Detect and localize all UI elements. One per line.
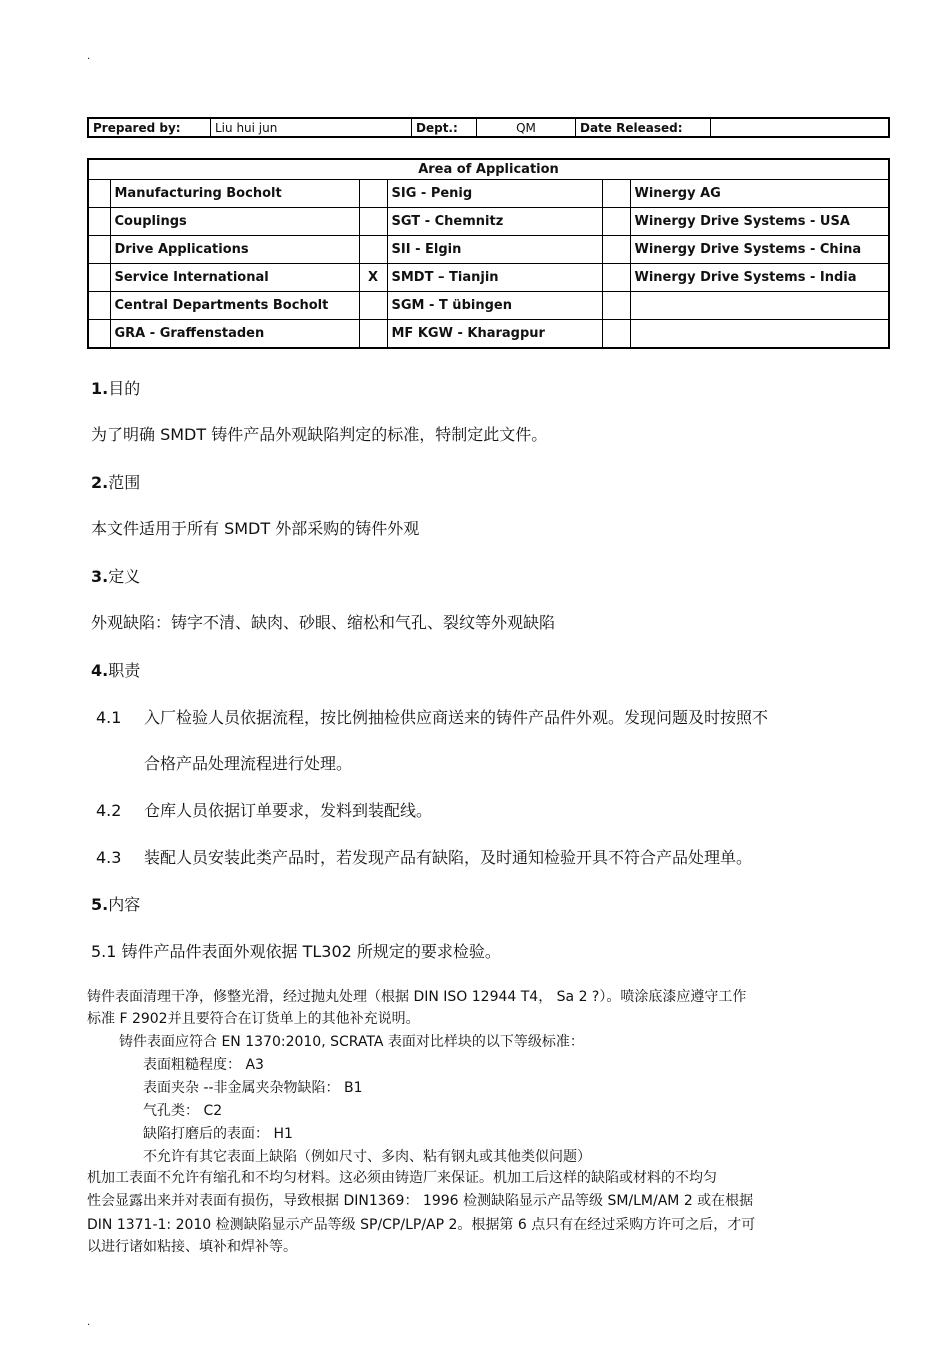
area-name: Couplings — [110, 208, 359, 236]
area-checkbox-cell — [88, 264, 110, 292]
area-checkbox-cell — [359, 320, 387, 349]
item-4-1-text-line2: 合格产品处理流程进行处理。 — [144, 754, 353, 773]
area-checkbox-cell — [359, 180, 387, 208]
section-3-title: 定义 — [108, 567, 141, 586]
area-checkbox-cell — [88, 208, 110, 236]
section-5-title: 内容 — [108, 895, 141, 914]
area-row — [88, 292, 889, 320]
item-4-1-text-line1: 入厂检验人员依据流程，按比例抽检供应商送来的铸件产品件外观。发现问题及时按照不 — [144, 708, 769, 727]
area-name: SIG - Penig — [387, 180, 602, 208]
paragraph-line: 标准 F 2902并且要符合在订货单上的其他补充说明。 — [87, 1011, 420, 1027]
area-checkbox-cell — [602, 292, 630, 320]
section-1-title: 目的 — [108, 379, 141, 398]
area-checkbox-cell — [602, 208, 630, 236]
area-checkbox-cell — [88, 236, 110, 264]
prepared-by-value: Liu hui jun — [211, 118, 412, 137]
area-name: Winergy Drive Systems - China — [630, 236, 889, 264]
area-row — [88, 236, 889, 264]
area-checkbox-cell — [88, 180, 110, 208]
prepared-by-label: Prepared by: — [88, 118, 211, 137]
section-2-body: 本文件适用于所有 SMDT 外部采购的铸件外观 — [91, 519, 420, 538]
section-4-heading — [91, 661, 140, 681]
area-checkbox-cell — [602, 180, 630, 208]
item-4-2-number: 4.2 — [96, 801, 122, 820]
area-name — [630, 320, 889, 349]
area-of-application-table — [87, 158, 890, 349]
area-checkbox-cell — [359, 208, 387, 236]
paragraph-line: DIN 1371-1: 2010 检测缺陷显示产品等级 SP/CP/LP/AP 2。根据第 6 点只有在经过采购方许可之后，才可 — [87, 1217, 756, 1233]
area-checkbox-cell-checked: X — [359, 264, 387, 292]
paragraph-line: 铸件表面应符合 EN 1370:2010, SCRATA 表面对比样块的以下等级标准： — [119, 1034, 584, 1050]
section-3-heading — [91, 567, 140, 587]
area-checkbox-cell — [359, 236, 387, 264]
document-header-table — [87, 117, 890, 138]
paragraph-line: 铸件表面清理干净，修整光滑，经过抛丸处理（根据 DIN ISO 12944 T4， Sa 2 ?）。喷涂底漆应遵守工作 — [87, 989, 747, 1005]
area-name: SGT - Chemnitz — [387, 208, 602, 236]
page-dot-bottom: . — [87, 1317, 91, 1328]
area-name: Winergy Drive Systems - USA — [630, 208, 889, 236]
grade-line-porosity: 气孔类： C2 — [143, 1103, 223, 1119]
page-dot-top: . — [87, 51, 91, 62]
paragraph-line: 以进行诸如粘接、填补和焊补等。 — [87, 1239, 297, 1255]
item-4-3-text: 装配人员安装此类产品时，若发现产品有缺陷，及时通知检验开具不符合产品处理单。 — [144, 848, 753, 867]
area-name: Winergy Drive Systems - India — [630, 264, 889, 292]
section-3-number: 3. — [91, 567, 109, 586]
section-4-title: 职责 — [108, 661, 141, 680]
grade-line-inclusions: 表面夹杂 --非金属夹杂物缺陷： B1 — [143, 1080, 363, 1096]
area-name: MF KGW - Kharagpur — [387, 320, 602, 349]
section-1-number: 1. — [91, 379, 109, 398]
area-name: SGM - T übingen — [387, 292, 602, 320]
area-checkbox-cell — [88, 292, 110, 320]
area-name: SII - Elgin — [387, 236, 602, 264]
grade-line-roughness: 表面粗糙程度： A3 — [143, 1057, 264, 1073]
section-5-heading — [91, 895, 140, 915]
area-checkbox-cell — [602, 236, 630, 264]
date-released-label: Date Released: — [576, 118, 711, 137]
area-checkbox-cell — [602, 320, 630, 349]
item-4-1-number: 4.1 — [96, 708, 122, 727]
item-4-2-text: 仓库人员依据订单要求，发料到装配线。 — [144, 801, 433, 820]
section-1-body: 为了明确 SMDT 铸件产品外观缺陷判定的标准，特制定此文件。 — [91, 425, 548, 444]
area-name — [630, 292, 889, 320]
section-2-heading — [91, 473, 140, 493]
dept-value: QM — [477, 118, 576, 137]
area-row — [88, 180, 889, 208]
area-name: Service International — [110, 264, 359, 292]
area-row — [88, 320, 889, 349]
date-released-value — [711, 118, 890, 137]
area-name: Winergy AG — [630, 180, 889, 208]
area-checkbox-cell — [359, 292, 387, 320]
area-name: Manufacturing Bocholt — [110, 180, 359, 208]
section-1-heading — [91, 379, 140, 399]
area-checkbox-cell — [602, 264, 630, 292]
section-2-title: 范围 — [108, 473, 141, 492]
area-row — [88, 264, 889, 292]
section-4-number: 4. — [91, 661, 109, 680]
paragraph-line: 性会显露出来并对表面有损伤，导致根据 DIN1369： 1996 检测缺陷显示产品等级 SM/LM/AM 2 或在根据 — [87, 1193, 754, 1209]
section-2-number: 2. — [91, 473, 109, 492]
dept-label: Dept.: — [412, 118, 477, 137]
area-checkbox-cell — [88, 320, 110, 349]
grade-line-ground-surface: 缺陷打磨后的表面： H1 — [143, 1126, 293, 1142]
item-4-3-number: 4.3 — [96, 848, 122, 867]
area-name: GRA - Graffenstaden — [110, 320, 359, 349]
section-5-number: 5. — [91, 895, 109, 914]
area-of-application-title: Area of Application — [88, 159, 889, 180]
paragraph-line: 机加工表面不允许有缩孔和不均匀材料。这必须由铸造厂来保证。机加工后这样的缺陷或材料的不均匀 — [87, 1170, 717, 1186]
item-5-1-text: 5.1 铸件产品件表面外观依据 TL302 所规定的要求检验。 — [91, 942, 501, 961]
area-name: SMDT – Tianjin — [387, 264, 602, 292]
area-row — [88, 208, 889, 236]
area-name: Drive Applications — [110, 236, 359, 264]
paragraph-line: 不允许有其它表面上缺陷（例如尺寸、多肉、粘有钢丸或其他类似问题） — [143, 1149, 591, 1165]
area-name: Central Departments Bocholt — [110, 292, 359, 320]
section-3-body: 外观缺陷：铸字不清、缺肉、砂眼、缩松和气孔、裂纹等外观缺陷 — [91, 613, 556, 632]
